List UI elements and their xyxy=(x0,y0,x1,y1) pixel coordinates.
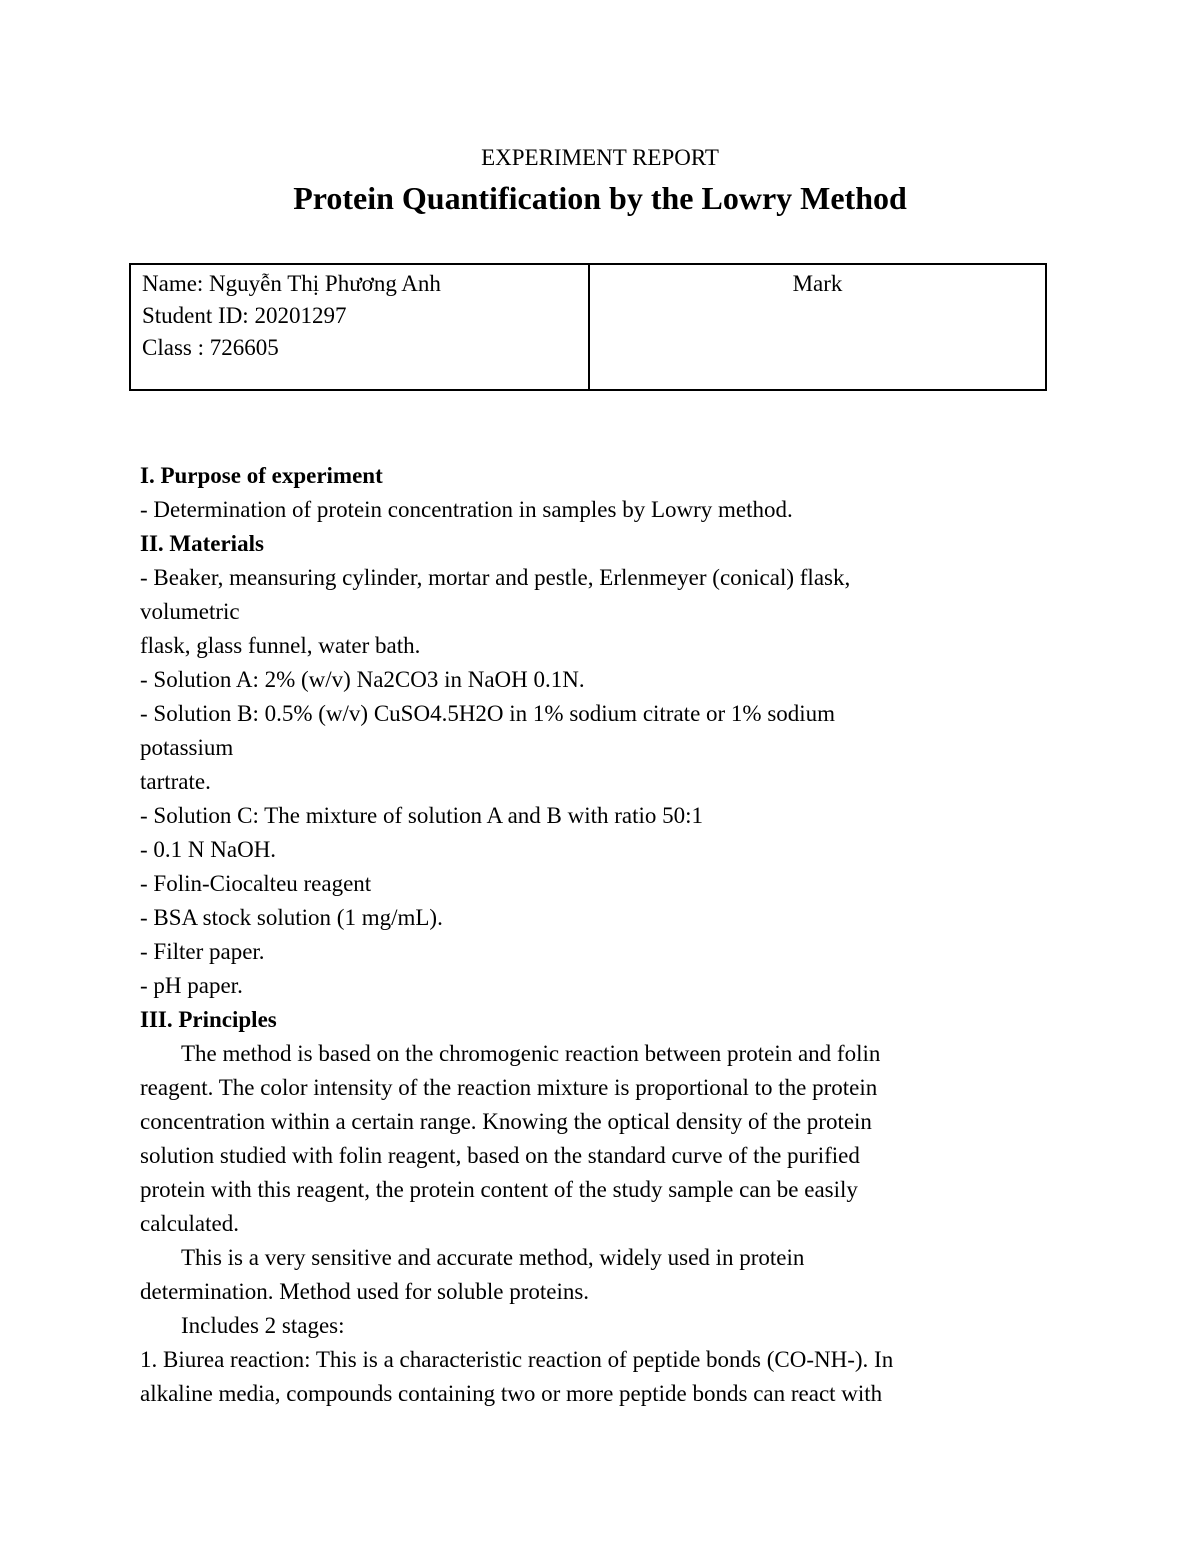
text-line: - Folin-Ciocalteu reagent xyxy=(140,871,372,896)
text-line: protein with this reagent, the protein content of the study sample can be easily xyxy=(140,1177,858,1202)
text-line: potassium xyxy=(140,735,234,760)
text-line: - Beaker, meansuring cylinder, mortar and pestle, Erlenmeyer (conical) flask, xyxy=(140,565,851,590)
text-line: - Solution C: The mixture of solution A and B with ratio 50:1 xyxy=(140,803,704,828)
text-line: - Determination of protein concentration in samples by Lowry method. xyxy=(140,497,793,522)
text-line: 1. Biurea reaction: This is a characteristic reaction of peptide bonds (CO-NH-). In xyxy=(140,1347,894,1372)
text-line: reagent. The color intensity of the reaction mixture is proportional to the protein xyxy=(140,1075,878,1100)
section-heading-purpose: I. Purpose of experiment xyxy=(140,463,383,488)
text-line: alkaline media, compounds containing two or more peptide bonds can react with xyxy=(140,1381,883,1406)
text-line: flask, glass funnel, water bath. xyxy=(140,633,421,658)
student-info-cell xyxy=(131,265,590,389)
text-line: This is a very sensitive and accurate method, widely used in protein xyxy=(181,1245,805,1270)
document-title: Protein Quantification by the Lowry Method xyxy=(293,180,907,216)
student-id: Student ID: 20201297 xyxy=(142,303,347,328)
text-line: calculated. xyxy=(140,1211,239,1236)
text-line: - Filter paper. xyxy=(140,939,265,964)
text-line: volumetric xyxy=(140,599,240,624)
text-line: - pH paper. xyxy=(140,973,243,998)
text-line: - Solution A: 2% (w/v) Na2CO3 in NaOH 0.1N. xyxy=(140,667,585,692)
text-line: - BSA stock solution (1 mg/mL). xyxy=(140,905,443,930)
student-info-table xyxy=(129,263,1047,391)
text-line: solution studied with folin reagent, based on the standard curve of the purified xyxy=(140,1143,860,1168)
section-heading-materials: II. Materials xyxy=(140,531,264,556)
mark-label: Mark xyxy=(792,271,843,296)
text-line: determination. Method used for soluble proteins. xyxy=(140,1279,590,1304)
text-line: The method is based on the chromogenic reaction between protein and folin xyxy=(181,1041,881,1066)
text-line: concentration within a certain range. Knowing the optical density of the protein xyxy=(140,1109,872,1134)
text-line: - 0.1 N NaOH. xyxy=(140,837,277,862)
section-heading-principles: III. Principles xyxy=(140,1007,277,1032)
student-class: Class : 726605 xyxy=(142,335,279,360)
report-body xyxy=(140,459,1060,1411)
text-line: tartrate. xyxy=(140,769,211,794)
mark-cell xyxy=(590,265,1045,389)
text-line: Includes 2 stages: xyxy=(181,1313,345,1338)
student-name: Name: Nguyễn Thị Phương Anh xyxy=(142,271,441,296)
document-type-label: EXPERIMENT REPORT xyxy=(481,145,719,170)
text-line: - Solution B: 0.5% (w/v) CuSO4.5H2O in 1% sodium citrate or 1% sodium xyxy=(140,701,836,726)
